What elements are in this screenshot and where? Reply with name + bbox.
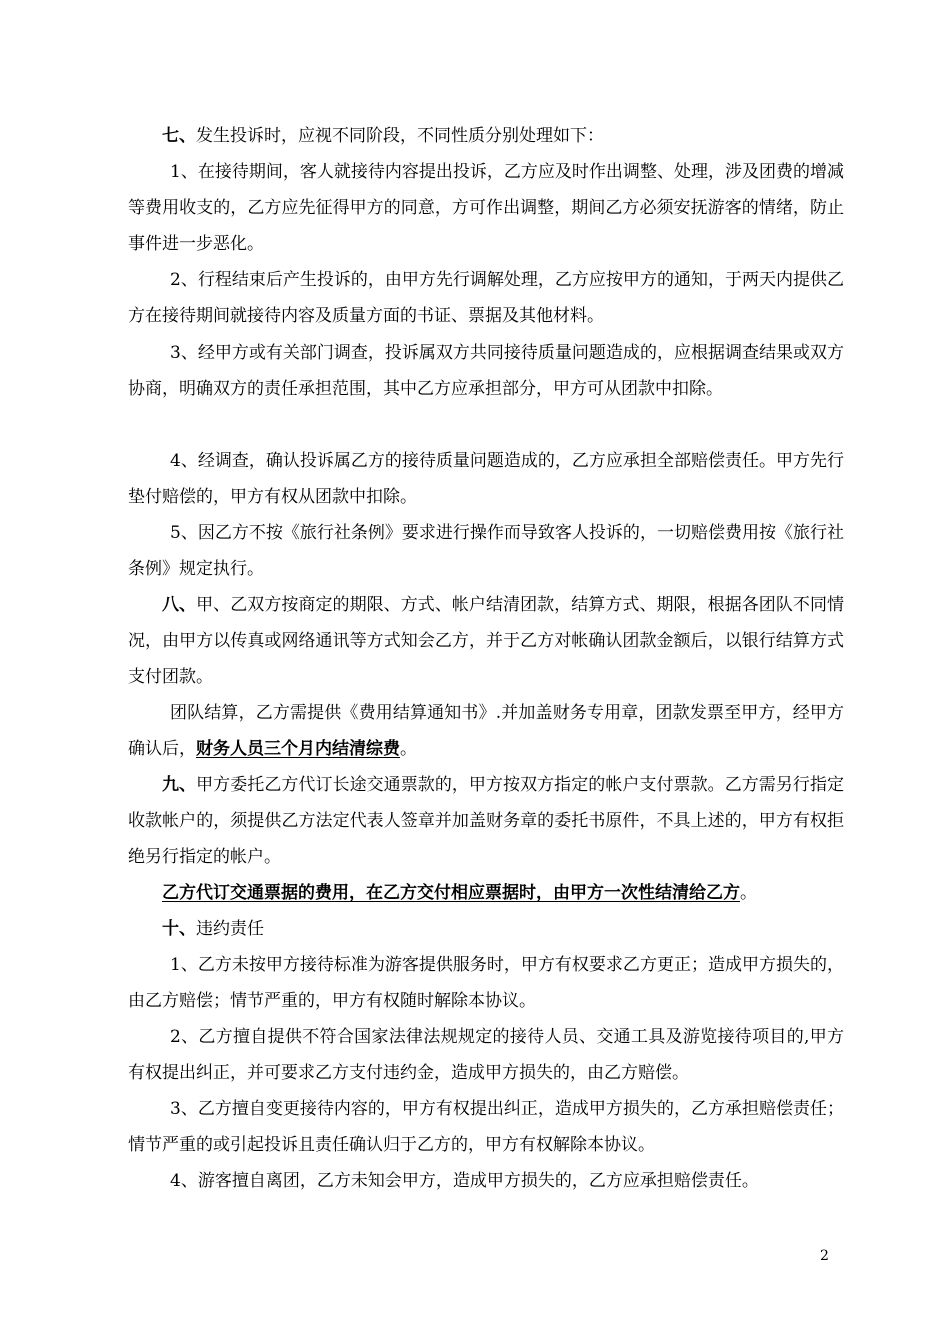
section-9-paragraph xyxy=(128,767,844,875)
section-9-number: 九、 xyxy=(162,775,197,795)
section-7-item-3: 3、经甲方或有关部门调查，投诉属双方共同接待质量问题造成的，应根据调查结果或双方协商，明确双方的责任承担范围，其中乙方应承担部分，甲方可从团款中扣除。 xyxy=(128,343,844,399)
section-9-emphasis: 乙方代订交通票据的费用，在乙方交付相应票据时，由甲方一次性结清给乙方 xyxy=(162,883,740,903)
section-8-number: 八、 xyxy=(162,595,197,615)
section-8-settlement-emphasis: 财务人员三个月内结清综费 xyxy=(196,739,400,759)
section-8-settlement-text: 团队结算，乙方需提供《费用结算通知书》.并加盖财务专用章，团款发票至甲方，经甲方确认后， xyxy=(128,703,844,759)
section-7-title: 发生投诉时，应视不同阶段，不同性质分别处理如下： xyxy=(196,126,604,146)
section-7-item-1: 1、在接待期间，客人就接待内容提出投诉，乙方应及时作出调整、处理，涉及团费的增减等费用收支的，乙方应先征得甲方的同意，方可作出调整，期间乙方必须安抚游客的情绪，防止事件进一步恶化。 xyxy=(128,162,844,254)
section-7-heading xyxy=(128,118,844,154)
section-9-emphasis-end: 。 xyxy=(740,883,757,903)
section-7-number: 七、 xyxy=(162,126,196,146)
section-8-settlement-paragraph xyxy=(128,695,844,767)
section-10-number: 十、 xyxy=(162,919,196,939)
section-7-item-5: 5、因乙方不按《旅行社条例》要求进行操作而导致客人投诉的，一切赔偿费用按《旅行社条例》规定执行。 xyxy=(128,523,844,579)
section-10-item-3: 3、乙方擅自变更接待内容的，甲方有权提出纠正，造成甲方损失的，乙方承担赔偿责任；情节严重的或引起投诉且责任确认归于乙方的，甲方有权解除本协议。 xyxy=(128,1099,844,1155)
section-9-emphasis-paragraph xyxy=(128,875,844,911)
section-10-item-2: 2、乙方擅自提供不符合国家法律法规规定的接待人员、交通工具及游览接待项目的,甲方有权提出纠正，并可要求乙方支付违约金，造成甲方损失的，由乙方赔偿。 xyxy=(128,1027,844,1083)
section-7-item-2: 2、行程结束后产生投诉的，由甲方先行调解处理，乙方应按甲方的通知，于两天内提供乙方在接待期间就接待内容及质量方面的书证、票据及其他材料。 xyxy=(128,270,844,326)
section-8-paragraph xyxy=(128,587,844,695)
section-7-item-4: 4、经调查，确认投诉属乙方的接待质量问题造成的，乙方应承担全部赔偿责任。甲方先行垫付赔偿的，甲方有权从团款中扣除。 xyxy=(128,451,844,507)
section-10-title: 违约责任 xyxy=(196,919,264,939)
section-10-heading xyxy=(128,911,844,947)
section-8-text: 甲、乙双方按商定的期限、方式、帐户结清团款，结算方式、期限，根据各团队不同情况，由甲方以传真或网络通讯等方式知会乙方，并于乙方对帐确认团款金额后，以银行结算方式支付团款。 xyxy=(128,595,845,687)
section-9-text: 甲方委托乙方代订长途交通票款的，甲方按双方指定的帐户支付票款。乙方需另行指定收款帐户的，须提供乙方法定代表人签章并加盖财务章的委托书原件，不具上述的，甲方有权拒绝另行指定的帐户。 xyxy=(128,775,845,867)
section-8-settlement-end: 。 xyxy=(400,739,417,759)
section-10-item-1: 1、乙方未按甲方接待标准为游客提供服务时，甲方有权要求乙方更正；造成甲方损失的，由乙方赔偿；情节严重的，甲方有权随时解除本协议。 xyxy=(128,955,844,1011)
page-number: 2 xyxy=(820,1248,829,1264)
section-10-item-4: 4、游客擅自离团，乙方未知会甲方，造成甲方损失的，乙方应承担赔偿责任。 xyxy=(170,1171,759,1191)
